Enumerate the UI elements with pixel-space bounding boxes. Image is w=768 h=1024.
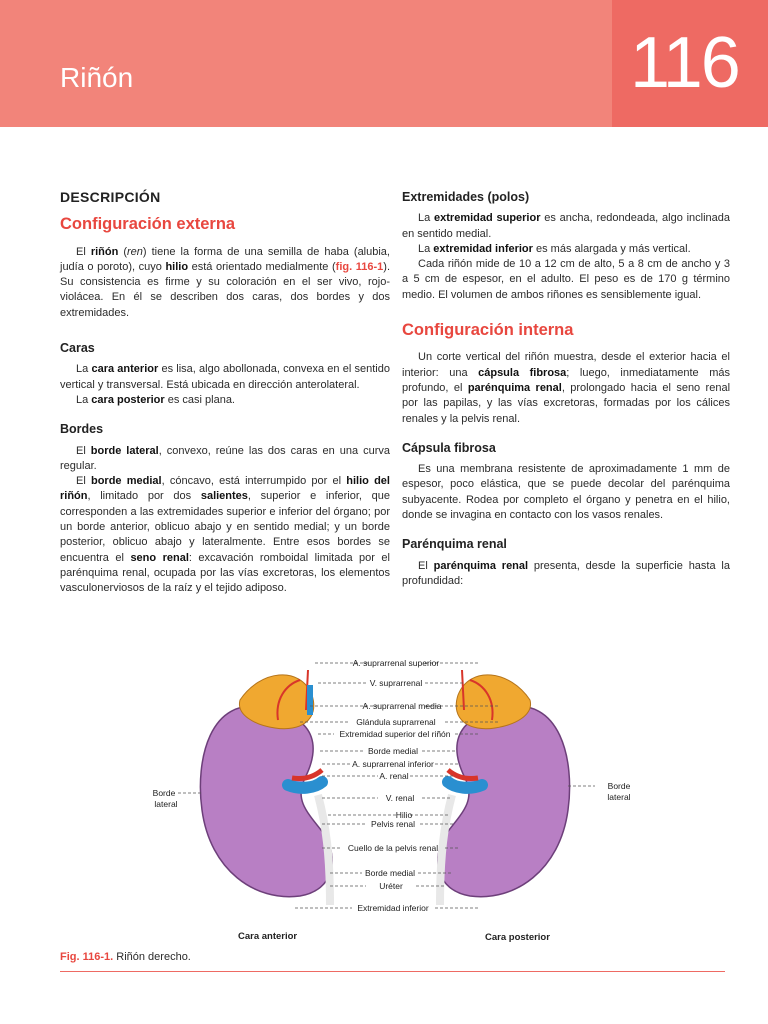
- label-borde-lateral-right-2: lateral: [607, 792, 631, 802]
- kidney-figure: [60, 640, 720, 950]
- label-extremidad-inferior: Extremidad inferior: [357, 903, 429, 913]
- figure-caption: Fig. 116-1. Riñón derecho.: [60, 951, 191, 963]
- extremities-paragraph-2: La extremidad inferior es más alargada y más vertical.: [418, 242, 691, 255]
- label-ureter: Uréter: [379, 881, 403, 891]
- chapter-header: [0, 0, 768, 127]
- bordes-paragraph-1: El borde lateral, convexo, reúne las dos caras en una curva regular.: [60, 444, 390, 472]
- view-label-posterior: Cara posterior: [485, 932, 550, 943]
- label-a-renal: A. renal: [379, 771, 409, 781]
- capsule-paragraph: Es una membrana resistente de aproximadamente 1 mm de espesor, poco elástica, que se puede decolar del parénquima subyacente. Rodea por completo el órgano y penetra en el hilio, donde se invagina en contacto con los vasos renales.: [402, 463, 730, 522]
- caras-paragraph-1: La cara anterior es lisa, algo abollonada, convexa en el sentido vertical y transversal. Está ubicada en dirección anterolateral.: [60, 363, 390, 391]
- section-external-config: Configuración externa: [60, 215, 236, 234]
- label-glandula-suprarrenal: Glándula suprarrenal: [356, 717, 436, 727]
- kidney-anterior: [200, 670, 332, 905]
- parenchyma-paragraph: El parénquima renal presenta, desde la superficie hasta la profundidad:: [402, 559, 730, 587]
- label-hilio: Hilio: [395, 810, 413, 820]
- footer-rule: [60, 971, 725, 972]
- caras-paragraph-2: La cara posterior es casi plana.: [76, 393, 235, 406]
- bordes-heading: Bordes: [60, 422, 104, 437]
- chapter-number: 116: [630, 23, 739, 103]
- description-heading: DESCRIPCIÓN: [60, 189, 161, 205]
- right-column: [402, 190, 730, 589]
- label-extremidad-superior: Extremidad superior del riñón: [339, 729, 451, 739]
- internal-paragraph: Un corte vertical del riñón muestra, desde el exterior hacia el interior: una cápsula fibrosa; luego, inmediatamente más profundo, el parénquima renal, prolongado hacia el seno renal por las papilas, y las vías excretoras, formadas por los cálices renales y la pelvis renal.: [402, 351, 731, 425]
- label-v-renal: V. renal: [385, 793, 415, 803]
- label-borde-medial-1: Borde medial: [367, 746, 419, 756]
- bordes-paragraph-2: El borde medial, cóncavo, está interrumpido por el hilio del riñón, limitado por dos salientes, superior e inferior, que corresponden a las extremidades superior e inferior del órgano; por un borde anterior, oblicuo abajo y en sentido medial; y un borde posterior, oblicuo abajo y lateralmente. Entre esos bordes se encuentra el seno renal: excavación romboidal limitada por el parénquima renal, ocupada por las vías excretoras, los elementos vasculonerviosos de la raíz y el tejido adiposo.: [60, 475, 390, 595]
- section-internal-config: Configuración interna: [402, 321, 574, 340]
- extremities-paragraph-1: La extremidad superior es ancha, redondeada, algo inclinada en sentido medial.: [402, 212, 731, 240]
- figure-reference-link[interactable]: fig. 116-1: [335, 260, 384, 273]
- label-borde-lateral-left-1: Borde: [152, 788, 176, 798]
- parenchyma-heading: Parénquima renal: [402, 537, 507, 552]
- label-v-suprarrenal: V. suprarrenal: [369, 678, 423, 688]
- label-a-suprarrenal-superior: A. suprarrenal superior: [352, 658, 440, 668]
- label-a-suprarrenal-inferior: A. suprarrenal inferior: [352, 759, 434, 769]
- label-pelvis-renal: Pelvis renal: [371, 819, 415, 829]
- label-borde-lateral-left-2: lateral: [154, 799, 178, 809]
- capsule-heading: Cápsula fibrosa: [402, 440, 496, 455]
- label-borde-medial-2: Borde medial: [364, 868, 416, 878]
- kidney-illustration: [60, 640, 720, 930]
- view-label-anterior: Cara anterior: [238, 931, 298, 942]
- label-a-suprarrenal-media: A. suprarrenal media: [362, 701, 442, 711]
- kidney-posterior: [438, 670, 570, 905]
- left-column: [60, 190, 390, 597]
- chapter-number-box: [612, 0, 768, 127]
- extremities-heading: Extremidades (polos): [402, 190, 530, 204]
- chapter-title: Riñón: [60, 62, 134, 93]
- label-borde-lateral-right-1: Borde: [607, 781, 631, 791]
- caras-heading: Caras: [60, 341, 95, 356]
- dimensions-paragraph: Cada riñón mide de 10 a 12 cm de alto, 5 a 8 cm de ancho y 3 a 5 cm de espesor, en el adulto. El peso es de 170 g término medio. El volumen de ambos riñones es sensiblemente igual.: [402, 258, 730, 301]
- label-cuello-pelvis: Cuello de la pelvis renal: [347, 843, 439, 853]
- intro-paragraph: El riñón (ren) tiene la forma de una semilla de haba (alubia, judía o poroto), cuyo hilio está orientado medialmente (fig. 116-1). Su consistencia es firme y su coloración en el ser vivo, rojo-violácea. En él se describen dos caras, dos bordes y dos extremidades.: [60, 245, 391, 319]
